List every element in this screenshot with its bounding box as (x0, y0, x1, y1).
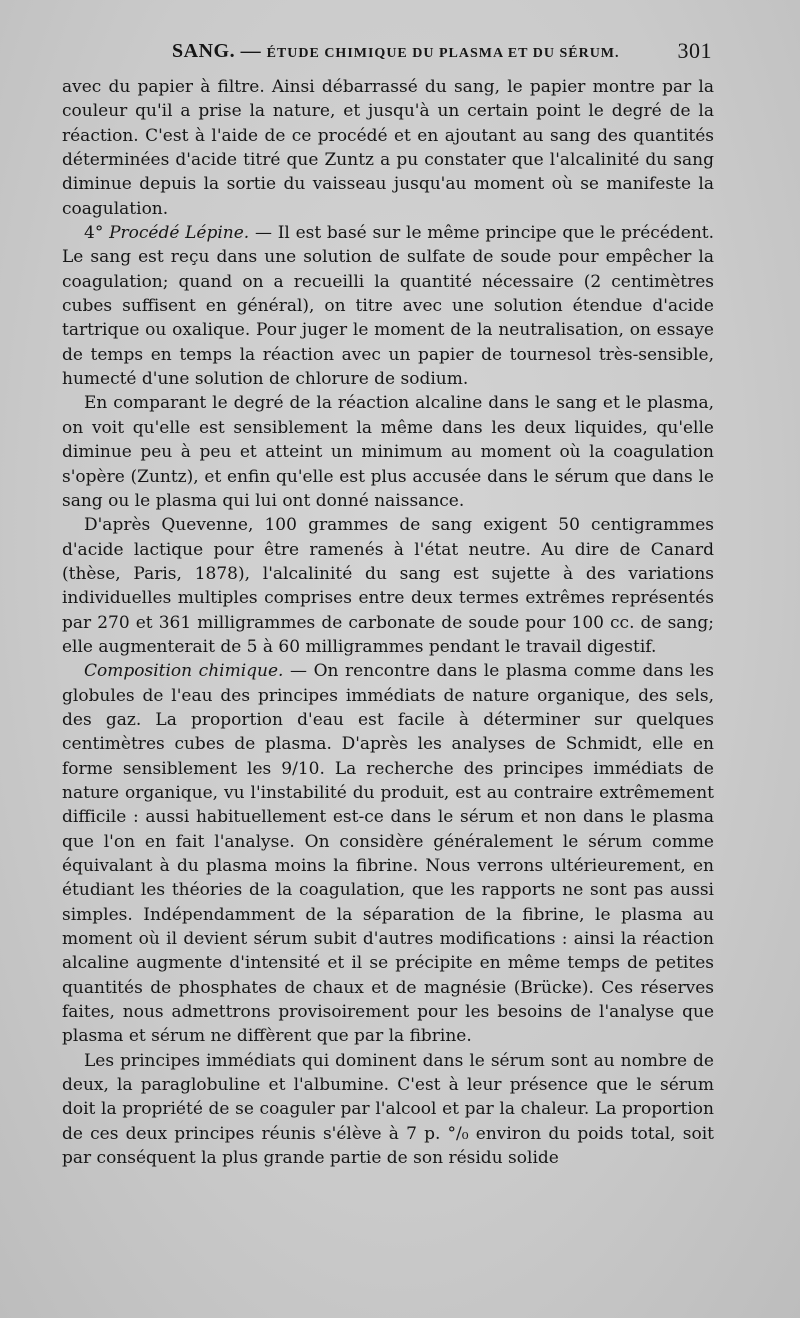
paragraph-3-text: En comparant le degré de la réaction alcaline dans le sang et le plasma, on voit qu'elle est sensiblement la même dans les deux liquides, qu'elle diminue peu à peu et atteint un minimum au moment où la coagulation s'opère (Zuntz), et enfin qu'elle est plus accusée dans le sérum que dans le sang ou le plasma qui lui ont donné naissance. (62, 393, 714, 511)
paragraph-3 (62, 391, 714, 513)
paragraph-6 (62, 1049, 714, 1171)
paragraph-1-text: avec du papier à filtre. Ainsi débarrassé du sang, le papier montre par la couleur qu'il a prise la nature, et jusqu'à un certain point le degré de la réaction. C'est à l'aide de ce procédé et en ajoutant au sang des quantités déterminées d'acide titré que Zuntz a pu constater que l'alcalinité du sang diminue depuis la sortie du vaisseau jusqu'au moment où se manifeste la coagulation. (62, 77, 714, 219)
paragraph-4-text: D'après Quevenne, 100 grammes de sang exigent 50 centigrammes d'acide lactique pour être ramenés à l'état neutre. Au dire de Canard (thèse, Paris, 1878), l'alcalinité du sang est sujette à des variations individuelles multiples comprises entre deux termes extrêmes représentés par 270 et 361 milligrammes de carbonate de soude pour 100 cc. de sang; elle augmenterait de 5 à 60 milligrammes pendant le travail digestif. (62, 515, 714, 657)
header-title (172, 40, 620, 63)
paragraph-1 (62, 75, 714, 221)
page-number: 301 (677, 38, 712, 63)
paragraph-2 (62, 221, 714, 391)
paragraph-2-text: — Il est basé sur le même principe que le précédent. Le sang est reçu dans une solution de sulfate de soude pour empêcher la coagulation; quand on a recueilli la quantité nécessaire (2 centimètres cubes suffisent en général), on titre avec une solution étendue d'acide tartrique ou oxalique. Pour juger le moment de la neutralisation, on essaye de temps en temps la réaction avec un papier de tournesol très-sensible, humecté d'une solution de chlorure de sodium. (62, 223, 715, 390)
header-section: SANG. (172, 40, 236, 62)
header-subtitle: ÉTUDE CHIMIQUE DU PLASMA ET DU SÉRUM. (266, 46, 620, 61)
header-dash: — (235, 40, 267, 62)
body-text (62, 75, 714, 1170)
paragraph-5 (62, 659, 714, 1049)
running-header (60, 34, 714, 70)
paragraph-5-text: — On rencontre dans le plasma comme dans les globules de l'eau des principes immédiats de nature organique, des sels, des gaz. La proportion d'eau est facile à déterminer sur quelques centimètres cubes de plasma. D'après les analyses de Schmidt, elle en forme sensiblement les 9/10. La recherche des principes immédiats de nature organique, vu l'instabilité du produit, est au contraire extrêmement difficile : aussi habituellement est-ce dans le sérum et non dans le plasma que l'on en fait l'analyse. On considère généralement le sérum comme équivalant à du plasma moins la fibrine. Nous verrons ultérieurement, en étudiant les théories de la coagulation, que les rapports ne sont pas aussi simples. Indépendamment de la séparation de la fibrine, le plasma au moment où il devient sérum subit d'autres modifications : ainsi la réaction alcaline augmente d'intensité et il se précipite en même temps de petites quantités de phosphates de chaux et de magnésie (Brücke). Ces réserves faites, nous admettrons provisoirement pour les besoins de l'analyse que plasma et sérum ne diffèrent que par la fibrine. (62, 661, 714, 1047)
paragraph-6-text: Les principes immédiats qui dominent dans le sérum sont au nombre de deux, la paraglobuline et l'albumine. C'est à leur présence que le sérum doit la propriété de se coaguler par l'alcool et par la chaleur. La proportion de ces deux principes réunis s'élève à 7 p. °/₀ environ du poids total, soit par conséquent la plus grande partie de son résidu solide (62, 1050, 714, 1169)
paragraph-2-number: 4° (84, 223, 110, 244)
paragraph-2-heading: Procédé Lépine. (109, 223, 250, 244)
paragraph-5-heading: Composition chimique. (84, 661, 284, 682)
paragraph-4 (62, 513, 714, 659)
